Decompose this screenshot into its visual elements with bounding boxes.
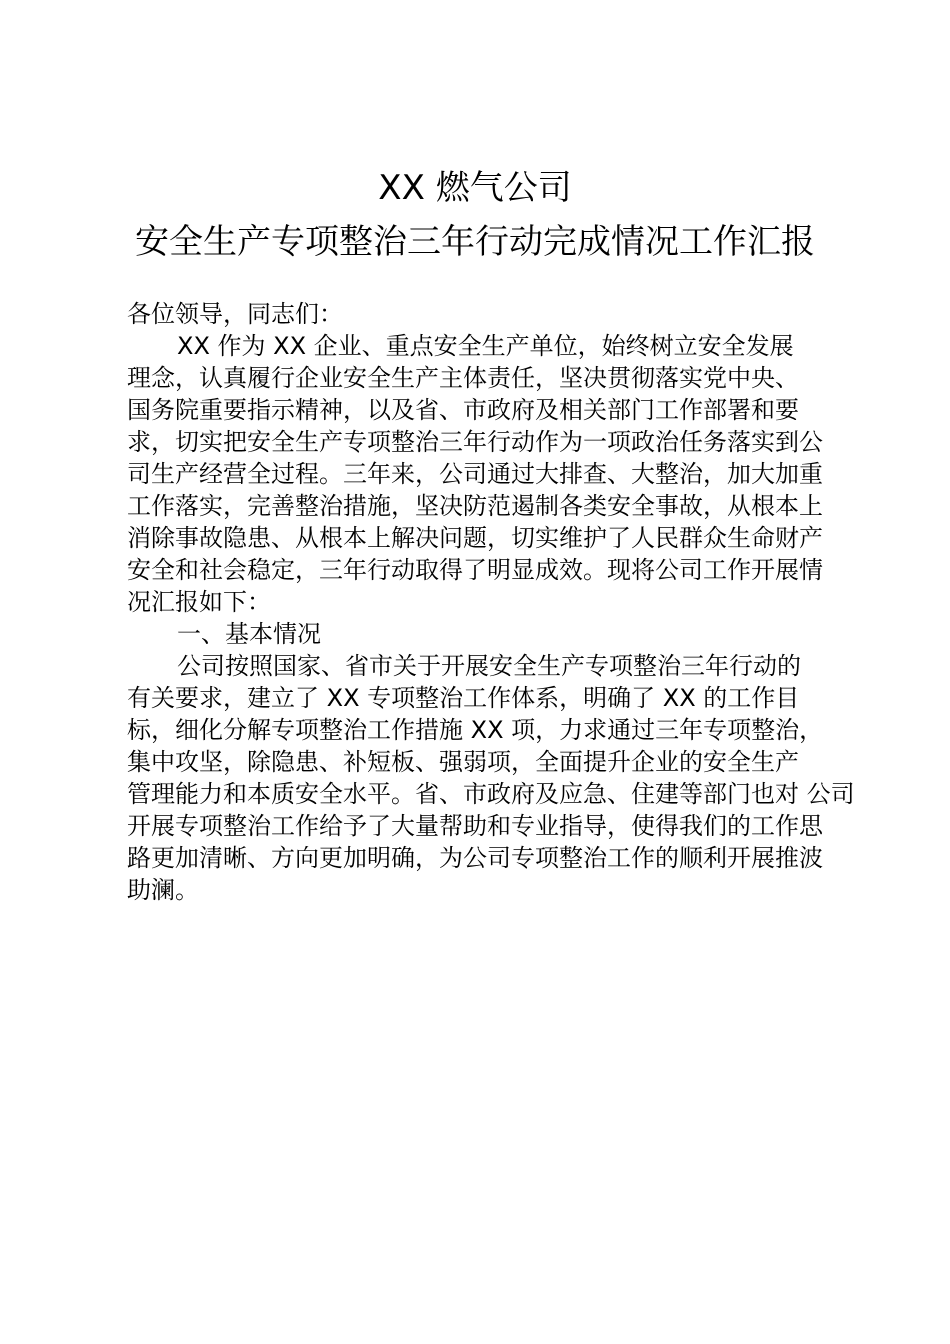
paragraph-line: 消除事故隐患、从根本上解决问题，切实维护了人民群众生命财产 [127, 524, 823, 552]
paragraph-line: 有关要求，建立了 XX 专项整治工作体系，明确了 XX 的工作目 [127, 684, 800, 712]
paragraph-line: XX 作为 XX 企业、重点安全生产单位，始终树立安全发展 [177, 332, 794, 360]
document-title-company: XX 燃气公司 [378, 168, 572, 208]
paragraph-line: 求，切实把安全生产专项整治三年行动作为一项政治任务落实到公 [127, 428, 823, 456]
document-title-report: 安全生产专项整治三年行动完成情况工作汇报 [135, 222, 815, 262]
section-1-paragraph [127, 650, 857, 906]
paragraph-line: 路更加清晰、方向更加明确，为公司专项整治工作的顺利开展推波 [127, 844, 823, 872]
document-body [127, 298, 857, 906]
paragraph-line: 助澜。 [127, 876, 199, 904]
paragraph-line: 公司按照国家、省市关于开展安全生产专项整治三年行动的 [177, 652, 801, 680]
paragraph-line: 集中攻坚，除隐患、补短板、强弱项，全面提升企业的安全生产 [127, 748, 799, 776]
section-heading: 一、基本情况 [177, 620, 321, 648]
paragraph-line: 工作落实，完善整治措施，坚决防范遏制各类安全事故，从根本上 [127, 492, 823, 520]
paragraph-line: 开展专项整治工作给予了大量帮助和专业指导，使得我们的工作思 [127, 812, 823, 840]
paragraph-line: 安全和社会稳定，三年行动取得了明显成效。现将公司工作开展情 [127, 556, 823, 584]
salutation: 各位领导，同志们： [127, 300, 343, 328]
paragraph-line: 管理能力和本质安全水平。省、市政府及应急、住建等部门也对 公司 [127, 780, 855, 808]
paragraph-line: 理念，认真履行企业安全生产主体责任，坚决贯彻落实党中央、 [127, 364, 799, 392]
paragraph-line: 标，细化分解专项整治工作措施 XX 项，力求通过三年专项整治， [127, 716, 824, 744]
paragraph-line: 国务院重要指示精神，以及省、市政府及相关部门工作部署和要 [127, 396, 799, 424]
intro-paragraph [127, 330, 857, 618]
paragraph-line: 况汇报如下： [127, 588, 271, 616]
paragraph-line: 司生产经营全过程。三年来，公司通过大排查、大整治，加大加重 [127, 460, 823, 488]
